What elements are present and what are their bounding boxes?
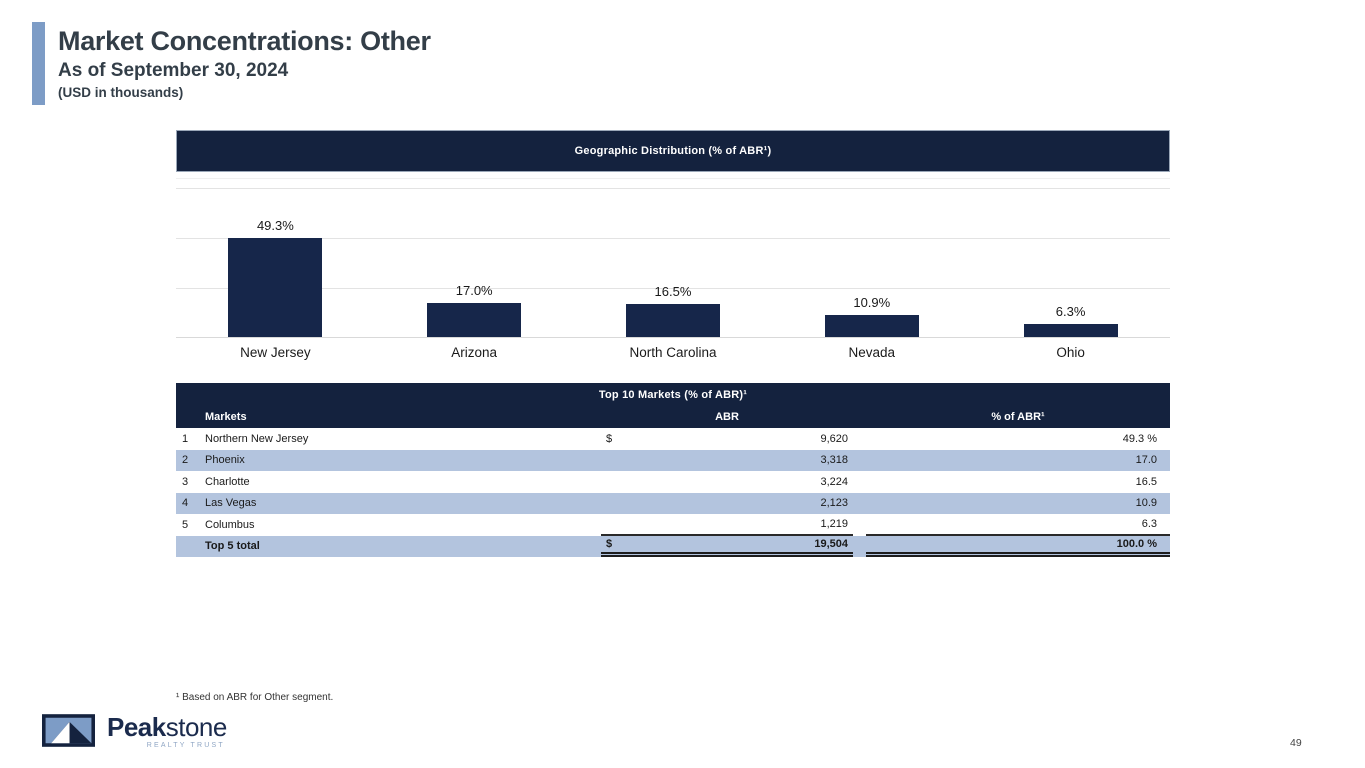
bar-group <box>971 172 1170 337</box>
abr-value: 1,219 <box>820 517 848 530</box>
abr-cell <box>601 428 853 450</box>
bar-value-label: 10.9% <box>853 295 891 311</box>
rank-cell: 3 <box>182 475 189 488</box>
bar-ohio <box>1024 324 1118 337</box>
pct-cell: 17.0 <box>1135 454 1157 467</box>
category-label: North Carolina <box>629 345 717 360</box>
pct-cell: 16.5 <box>1135 475 1157 488</box>
table-header <box>176 383 1170 428</box>
bar-group <box>772 172 971 337</box>
units-note: (USD in thousands) <box>58 84 184 100</box>
title-accent-bar <box>32 22 45 105</box>
pct-cell: 49.3 % <box>1122 432 1157 445</box>
column-header-markets: Markets <box>205 411 247 423</box>
total-label: Top 5 total <box>205 540 260 553</box>
table-row <box>176 493 1170 515</box>
peakstone-logo <box>42 714 227 749</box>
chart-title: Geographic Distribution (% of ABR¹) <box>176 130 1170 172</box>
rank-cell: 1 <box>182 432 189 445</box>
title-block <box>58 27 431 100</box>
bar-new-jersey <box>228 238 322 337</box>
abr-cell <box>601 514 853 536</box>
abr-cell <box>601 450 853 472</box>
pct-cell: 10.9 <box>1135 497 1157 510</box>
rank-cell: 2 <box>182 454 189 467</box>
rank-cell: 4 <box>182 497 189 510</box>
bar-group <box>574 172 773 337</box>
column-gap <box>853 450 866 472</box>
logo-text <box>107 714 227 749</box>
brand-tagline: REALTY TRUST <box>146 742 225 749</box>
abr-value: 3,318 <box>820 454 848 467</box>
market-cell: Las Vegas <box>205 497 257 510</box>
bar-group <box>176 172 375 337</box>
top-markets-table <box>176 383 1170 557</box>
bar-arizona <box>427 303 521 337</box>
x-axis-labels <box>176 338 1170 366</box>
abr-value: 9,620 <box>820 432 848 445</box>
bar-value-label: 6.3% <box>1055 304 1086 320</box>
page-title: Market Concentrations: Other <box>58 26 431 56</box>
market-cell: Northern New Jersey <box>205 432 309 445</box>
pct-cell: 6.3 <box>866 514 1170 536</box>
category-label: New Jersey <box>240 345 311 360</box>
geographic-distribution-chart <box>176 130 1170 366</box>
abr-cell <box>601 536 853 558</box>
column-header-row <box>176 406 1170 428</box>
column-gap <box>853 471 866 493</box>
abr-cell <box>601 471 853 493</box>
pct-cell: 100.0 % <box>866 536 1170 558</box>
mountain-logo-icon <box>42 714 95 747</box>
bar-value-label: 49.3% <box>256 218 294 234</box>
brand-name-light: stone <box>165 712 227 742</box>
bar-nevada <box>825 315 919 337</box>
bar-value-label: 16.5% <box>654 284 692 299</box>
currency-symbol: $ <box>606 537 613 550</box>
page-subtitle: As of September 30, 2024 <box>58 59 289 81</box>
footnote: ¹ Based on ABR for Other segment. <box>176 692 334 703</box>
rank-cell: 5 <box>182 518 189 531</box>
table-row <box>176 514 1170 536</box>
table-title: Top 10 Markets (% of ABR)¹ <box>598 388 748 401</box>
category-label: Ohio <box>1056 345 1085 360</box>
category-label: Arizona <box>451 345 498 360</box>
column-gap <box>853 428 866 450</box>
abr-value: 2,123 <box>820 497 848 510</box>
currency-symbol: $ <box>606 432 613 445</box>
bar-group <box>375 172 574 337</box>
chart-plot-area <box>176 172 1170 338</box>
brand-name-bold: Peak <box>107 712 166 742</box>
column-header-abr: ABR <box>715 411 739 423</box>
column-gap <box>853 514 866 536</box>
column-header-pct: % of ABR¹ <box>991 411 1045 423</box>
bar-north-carolina <box>626 304 720 337</box>
table-row <box>176 450 1170 472</box>
abr-value: 19,504 <box>814 537 848 550</box>
table-row <box>176 428 1170 450</box>
brand-name <box>107 714 227 740</box>
market-cell: Columbus <box>205 518 255 531</box>
category-label: Nevada <box>848 345 896 360</box>
abr-cell <box>601 493 853 515</box>
column-gap <box>853 536 866 558</box>
market-cell: Phoenix <box>205 454 245 467</box>
table-row <box>176 471 1170 493</box>
table-total-row <box>176 536 1170 558</box>
column-gap <box>853 493 866 515</box>
bar-series <box>176 172 1170 337</box>
abr-value: 3,224 <box>820 475 848 488</box>
market-cell: Charlotte <box>205 475 250 488</box>
page-number: 49 <box>1290 737 1302 749</box>
bar-value-label: 17.0% <box>455 283 493 298</box>
